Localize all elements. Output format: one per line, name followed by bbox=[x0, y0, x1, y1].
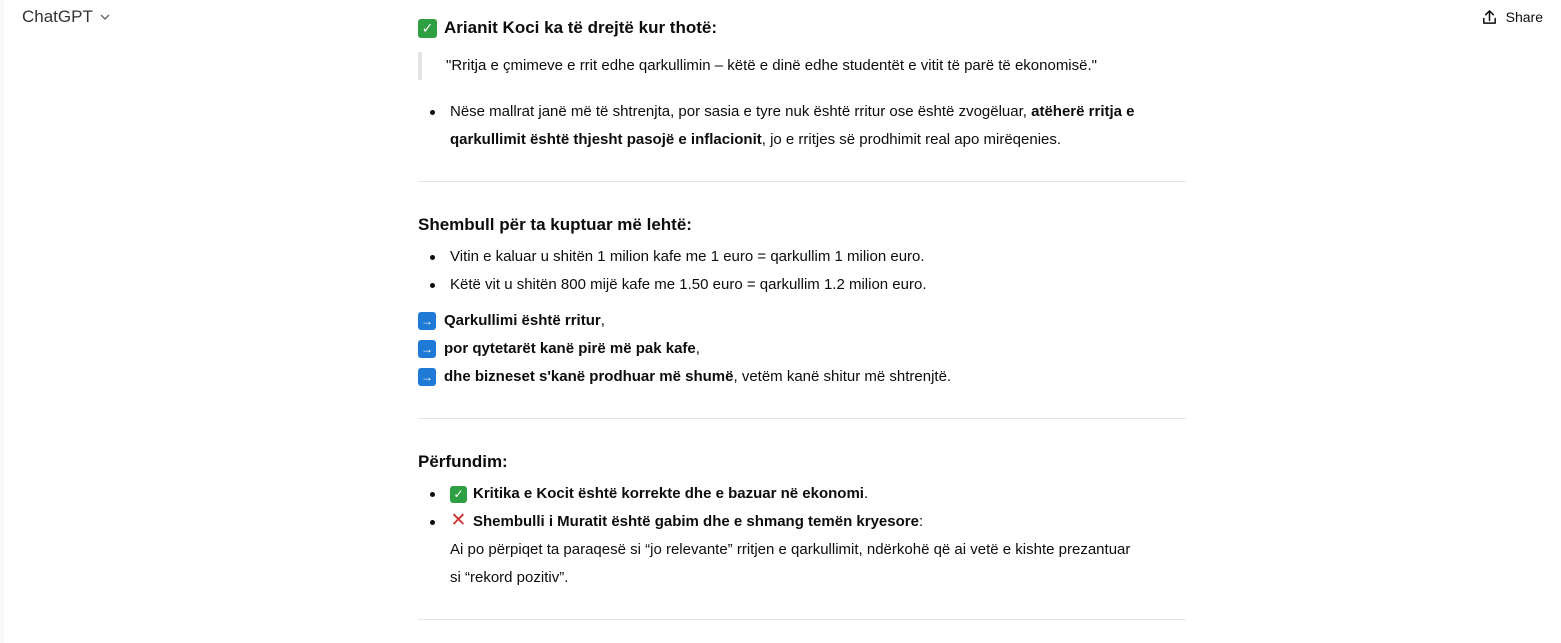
conclusion-bullet-list bbox=[418, 480, 1186, 592]
model-switcher[interactable] bbox=[14, 4, 119, 30]
divider bbox=[418, 181, 1186, 182]
list-item: ✕ Shembulli i Muratit është gabim dhe e shmang temën kryesore: Ai po përpiqet ta paraqesë si “jo relevante” rritjen e qarkullimit, ndërkohë që ai vetë e kishte prezantuar si “rekord pozitiv”. bbox=[418, 508, 1186, 592]
share-button[interactable] bbox=[1481, 4, 1543, 30]
share-icon bbox=[1481, 9, 1498, 26]
arrow-line: → Qarkullimi është rritur , bbox=[418, 307, 1186, 335]
section-heading-example: Shembull për ta kuptuar më lehtë: bbox=[418, 215, 692, 234]
list-item: Këtë vit u shitën 800 mijë kafe me 1.50 euro = qarkullim 1.2 milion euro. bbox=[418, 271, 1186, 299]
quote-text: "Rritja e çmimeve e rrit edhe qarkullimin – këtë e dinë edhe studentët e vitit të parë të ekonomisë." bbox=[446, 57, 1097, 74]
section-heading-conclusion: Përfundim: bbox=[418, 452, 508, 471]
check-icon: ✓ bbox=[450, 486, 467, 503]
inflation-bullet-list bbox=[418, 98, 1186, 154]
app-title: ChatGPT bbox=[22, 7, 93, 26]
chevron-down-icon bbox=[99, 11, 111, 23]
divider bbox=[418, 619, 1186, 620]
check-icon: ✓ bbox=[418, 19, 437, 38]
list-item: Nëse mallrat janë më të shtrenjta, por sasia e tyre nuk është rritur ose është zvogëluar, atëherë rritja e qarkullimit është thjesht pasojë e inflacionit, jo e rritjes së prodhimit real apo mirëqenies. bbox=[418, 98, 1186, 154]
right-arrow-icon: → bbox=[418, 340, 436, 358]
example-bullet-list bbox=[418, 243, 1186, 299]
arrow-lines bbox=[418, 307, 1186, 391]
list-item: ✓ Kritika e Kocit është korrekte dhe e bazuar në ekonomi. bbox=[418, 480, 1186, 508]
list-item: Vitin e kaluar u shitën 1 milion kafe me 1 euro = qarkullim 1 milion euro. bbox=[418, 243, 1186, 271]
sidebar-edge bbox=[0, 0, 4, 643]
cross-icon: ✕ bbox=[450, 510, 467, 531]
share-label: Share bbox=[1505, 9, 1543, 25]
quote-block bbox=[418, 52, 1097, 80]
right-arrow-icon: → bbox=[418, 312, 436, 330]
arrow-line: → dhe bizneset s'kanë prodhuar më shumë , vetëm kanë shitur më shtrenjtë. bbox=[418, 363, 1186, 391]
right-arrow-icon: → bbox=[418, 368, 436, 386]
section-heading-koci: ✓ Arianit Koci ka të drejtë kur thotë: bbox=[418, 14, 1186, 42]
divider bbox=[418, 418, 1186, 419]
arrow-line: → por qytetarët kanë pirë më pak kafe , bbox=[418, 335, 1186, 363]
